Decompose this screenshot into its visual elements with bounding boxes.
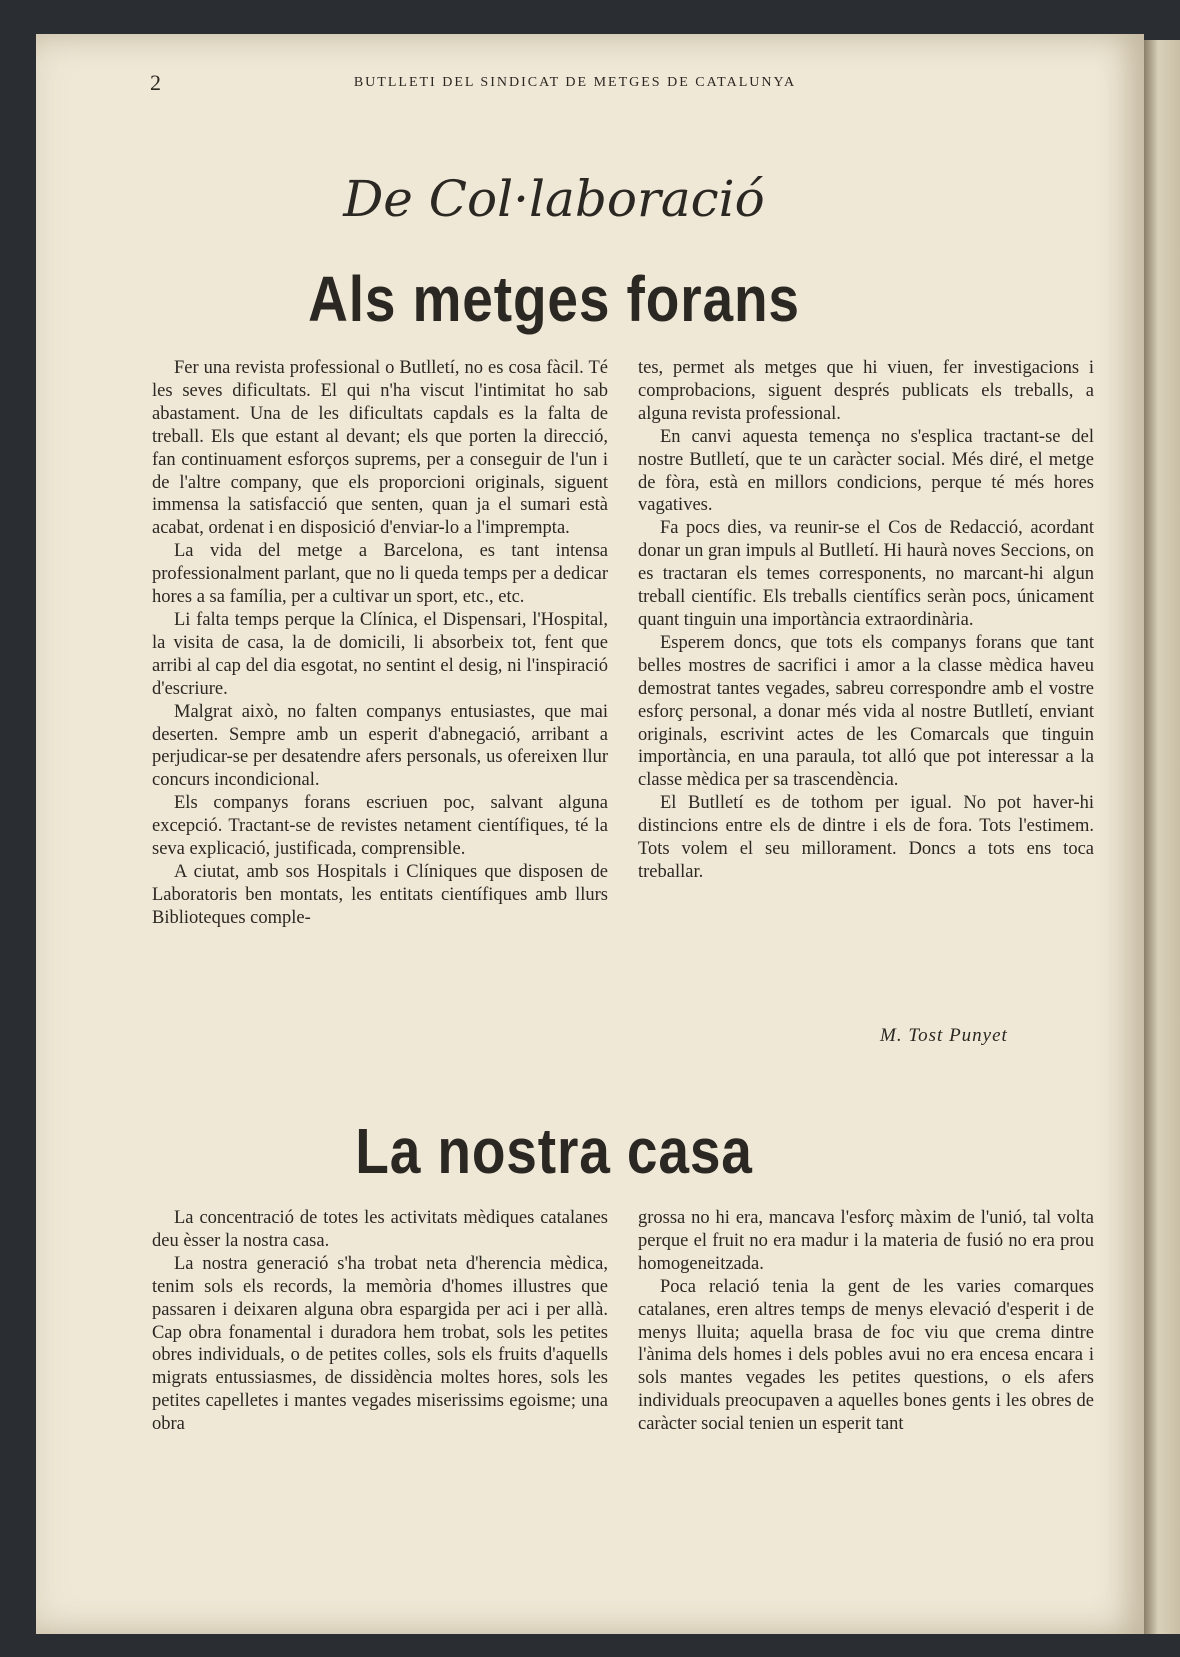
article-title-2: La nostra casa	[355, 1115, 753, 1187]
page-number: 2	[150, 70, 161, 95]
author-signature: M. Tost Punyet	[880, 1025, 1008, 1046]
paragraph: tes, permet als metges que hi viuen, fer investigacions i comprobacions, siguent després publicats els treballs, a alguna revista professional.	[638, 358, 1094, 424]
next-page-edge	[1144, 40, 1180, 1634]
paragraph: El Butlletí es de tothom per igual. No pot haver-hi distincions entre els de dintre i els de fora. Tots l'estimem. Tots volem el seu millorament. Doncs a tots ens toca treballar.	[638, 793, 1094, 882]
paragraph: Fer una revista professional o Butlletí, no es cosa fàcil. Té les seves dificultats. El qui n'ha viscut l'intimitat ho sab abastament. Una de les dificultats capdals es la falta de treball. Els que estant al devant; els que porten la direcció, fan continuament esforços suprems, per a conseguir de l'un i de l'altre company, que els proporcioni originals, siguent immensa la satisfacció que senten, quan ja el sumari està acabat, ordenat i en disposició d'enviar-lo a l'imprempta.	[152, 358, 608, 539]
paragraph: Fa pocs dies, va reunir-se el Cos de Redacció, acordant donar un gran impuls al Butlletí. Hi haurà noves Seccions, on es tractaran els temes corresponents, no marcant-hi algun treball científic. Els treballs científics seràn pocs, únicament quant tinguin una importància extraordinària.	[638, 518, 1094, 630]
paragraph: A ciutat, amb sos Hospitals i Clíniques que disposen de Laboratoris ben montats, les entitats científiques amb llurs Biblioteques comple-	[152, 861, 608, 928]
article-2-column-2	[638, 1207, 1094, 1436]
article-title-1: Als metges forans	[308, 263, 800, 335]
paragraph: La vida del metge a Barcelona, es tant intensa professionalment parlant, que no li queda temps per a dedicar hores a sa família, per a cultivar un sport, etc., etc.	[152, 541, 608, 608]
paragraph: La concentració de totes les activitats mèdiques catalanes deu èsser la nostra casa.	[152, 1208, 608, 1251]
article-2-column-1	[152, 1207, 608, 1436]
paragraph: Malgrat això, no falten companys entusiastes, que mai deserten. Sempre amb un esperit d'abnegació, arribant a perjudicar-se per desatendre afers personals, us ofereixen llur concurs incondicional.	[152, 701, 608, 791]
paragraph: La nostra generació s'ha trobat neta d'herencia mèdica, tenim sols els records, la memòria d'homes illustres que passaren i deixaren alguna obra espargida per aci i per allà. Cap obra fonamental i duradora hem trobat, sols les petites obres individuals, o de petites colles, sols els fruits d'aquells migrats entussiasmes, de dissidència moltes hores, sols les petites capelletes i mantes vegades miserissims egoisme; una obra	[152, 1253, 608, 1435]
section-title: De Col·laboració	[343, 170, 765, 228]
paragraph: Esperem doncs, que tots els companys forans que tant belles mostres de sacrifici i amor a la classe mèdica haveu demostrat tantes vegades, sabreu correspondre amb el vostre esforç personal, a donar més vida al nostre Butlletí, enviant originals, escrivint actes de les Comarcals que tinguin importància, en una paraula, tot alló que pot interessar a la classe mèdica per sa trascendència.	[638, 632, 1094, 791]
paragraph: Els companys forans escriuen poc, salvant alguna excepció. Tractant-se de revistes netament científiques, té la seva explicació, justificada, comprensible.	[152, 793, 608, 860]
paragraph: grossa no hi era, mancava l'esforç màxim de l'unió, tal volta perque el fruit no era madur i la materia de fusió no era prou homogeneitzada.	[638, 1208, 1094, 1274]
running-header	[150, 68, 1000, 98]
paragraph: Li falta temps perque la Clínica, el Dispensari, l'Hospital, la visita de casa, la de domicili, li absorbeix tot, fent que arribi al cap del dia esgotat, no sentint el desig, ni l'inspiració d'escriure.	[152, 609, 608, 699]
paragraph: Poca relació tenia la gent de les varies comarques catalanes, eren altres temps de menys elevació d'esperit i de menys lluita; aquella brasa de foc viu que crema dintre l'ànima dels homes i dels pobles avui no era encesa encara i sols mantes vegades les petites questions, o els afers individuals preocupaven a aquelles bones gents i les obres de caràcter social tenien un esperit tant	[638, 1276, 1094, 1435]
running-title: BUTLLETI DEL SINDICAT DE METGES DE CATALUNYA	[353, 75, 797, 90]
paragraph: En canvi aquesta temença no s'esplica tractant-se del nostre Butlletí, que te un caràcter social. Més diré, el metge de fòra, està en millors condicions, perque té més hores vagatives.	[638, 426, 1094, 516]
article-1-column-2	[638, 357, 1094, 884]
article-1-column-1	[152, 357, 608, 930]
